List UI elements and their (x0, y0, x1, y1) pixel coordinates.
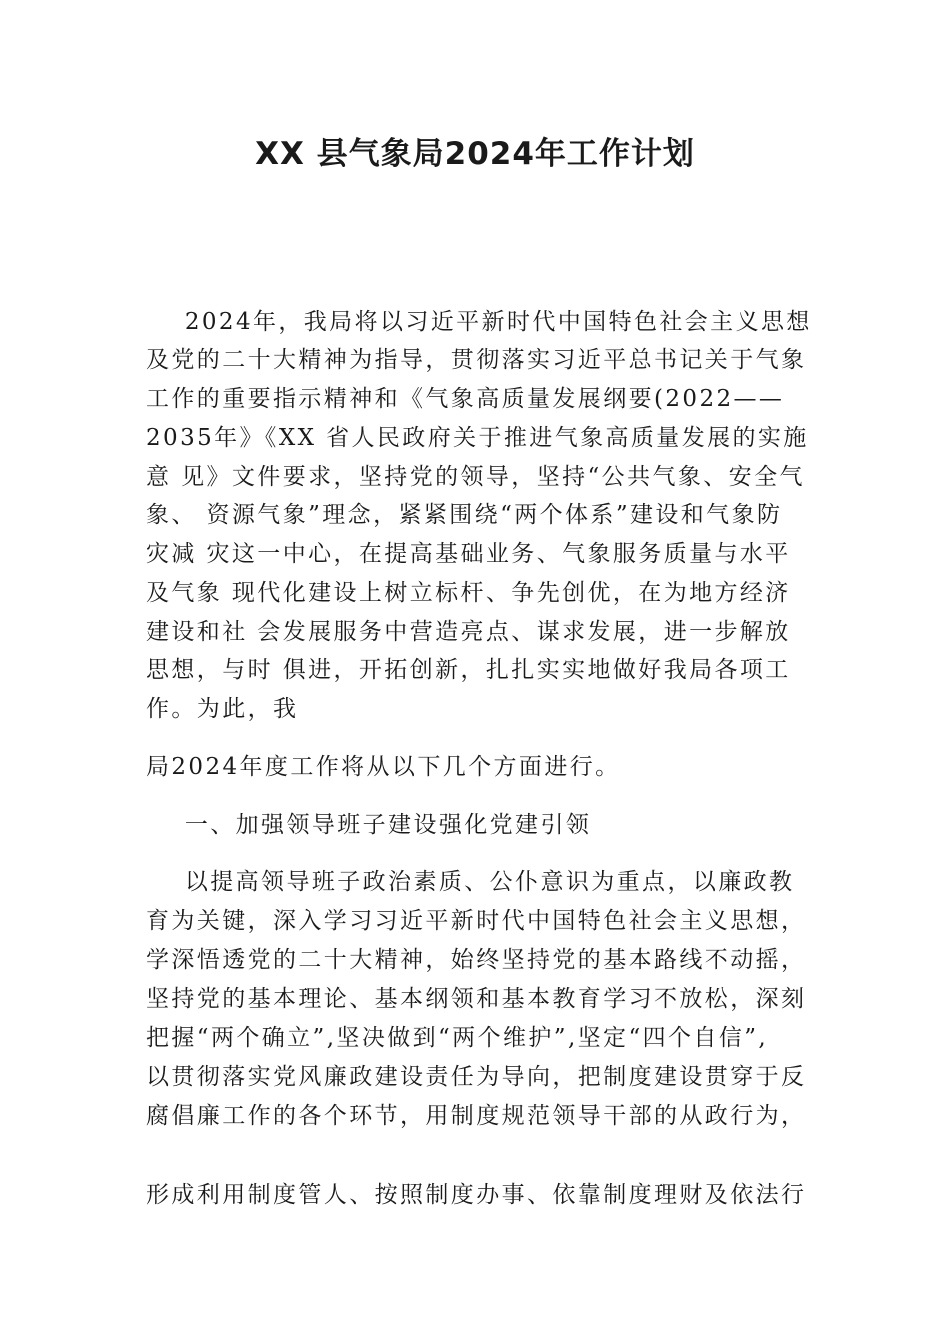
body-line: 以贯彻落实党风廉政建设责任为导向，把制度建设贯穿于反 (146, 1064, 807, 1090)
body-line: 及气象 现代化建设上树立标杆、争先创优，在为地方经济 (146, 580, 791, 606)
body-line: 象、 资源气象”理念，紧紧围绕“两个体系”建设和气象防 (146, 502, 783, 528)
body-line: 建设和社 会发展服务中营造亮点、谋求发展，进一步解放 (146, 619, 791, 645)
body-line: 学深悟透党的二十大精神，始终坚持党的基本路线不动摇， (146, 947, 807, 973)
body-line: 2035年》《XX 省人民政府关于推进气象高质量发展的实施 (146, 425, 809, 451)
body-line: 坚持党的基本理论、基本纲领和基本教育学习不放松，深刻 (146, 986, 807, 1012)
body-line: 形成利用制度管人、按照制度办事、依靠制度理财及依法行 (146, 1182, 807, 1208)
body-line: 灾减 灾这一中心，在提高基础业务、气象服务质量与水平 (146, 541, 791, 567)
document-title: XX 县气象局2024年工作计划 (255, 136, 695, 172)
section-heading: 一、加强领导班子建设强化党建引领 (146, 812, 592, 838)
body-line: 及党的二十大精神为指导，贯彻落实习近平总书记关于气象 (146, 347, 807, 373)
body-line: 把握“两个确立”,坚决做到“两个维护”,坚定“四个自信”, (146, 1025, 769, 1051)
body-line: 思想，与时 俱进，开拓创新，扎扎实实地做好我局各项工 (146, 657, 791, 683)
body-line: 2024年，我局将以习近平新时代中国特色社会主义思想 (146, 309, 812, 335)
body-line: 局2024年度工作将从以下几个方面进行。 (146, 754, 621, 780)
body-line: 以提高领导班子政治素质、公仆意识为重点，以廉政教 (146, 869, 795, 895)
body-line: 作。为此，我 (146, 696, 299, 722)
body-line: 腐倡廉工作的各个环节，用制度规范领导干部的从政行为， (146, 1103, 807, 1129)
body-line: 工作的重要指示精神和《气象高质量发展纲要(2022—— (146, 386, 785, 412)
body-line: 意 见》文件要求，坚持党的领导，坚持“公共气象、安全气 (146, 464, 805, 490)
body-line: 育为关键，深入学习习近平新时代中国特色社会主义思想， (146, 908, 807, 934)
